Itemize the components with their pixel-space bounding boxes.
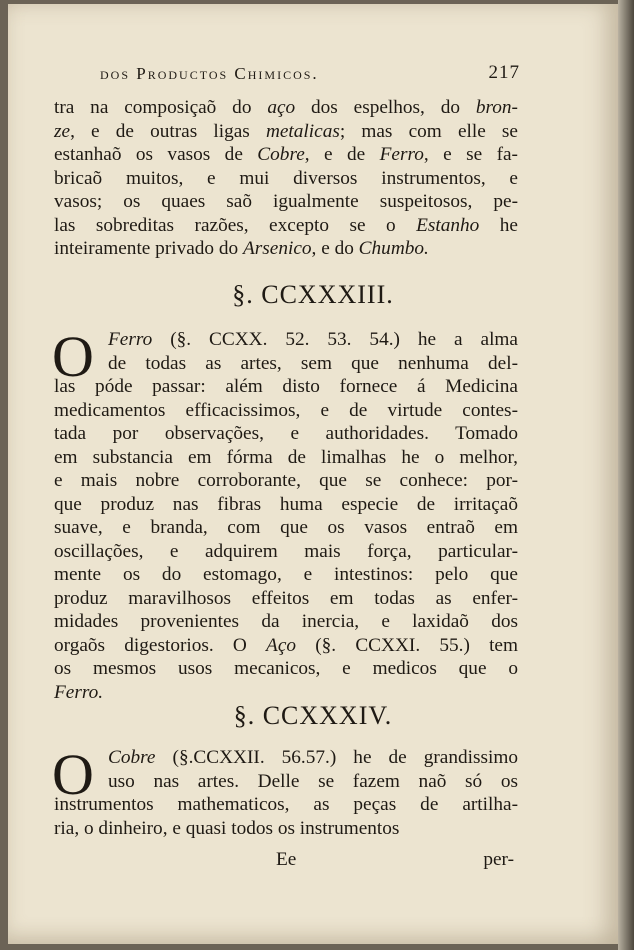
text-line: suave, e branda, com que os vasos entraõ em — [54, 517, 518, 538]
text-line: mente os do estomago, e intestinos: pelo que — [54, 564, 518, 585]
text-line: las sobreditas razões, excepto se o Estanho he — [54, 214, 518, 236]
text-line: Ferro (§. CCXX. 52. 53. 54.) he a alma — [108, 329, 518, 350]
text-line: las póde passar: além disto fornece á Medicina — [54, 376, 518, 397]
text-line: instrumentos mathematicos, as peças de artilha- — [54, 794, 518, 815]
paragraph-3 — [52, 742, 518, 840]
text-line: midades provenientes da inercia, e laxidaõ dos — [54, 611, 518, 632]
drop-cap-2: O — [52, 742, 94, 807]
text-line: bricaõ muitos, e mui diversos instrumentos, e — [54, 167, 518, 189]
book-spine-shadow — [618, 0, 634, 950]
text-line: tada por observações, e authoridades. Tomado — [54, 423, 518, 444]
paragraph-1 — [54, 96, 518, 261]
section-heading-1: §. CCXXXIII. — [232, 280, 394, 309]
text-line: Ferro. — [54, 681, 104, 703]
section-heading-2: §. CCXXXIV. — [233, 701, 393, 730]
paragraph-2 — [52, 324, 518, 704]
text-line: ze, e de outras ligas metalicas; mas com elle se — [54, 120, 518, 142]
text-line: e mais nobre corroborante, que se conhece: por- — [54, 470, 518, 491]
book-page — [8, 4, 618, 944]
text-line: orgaõs digestorios. O Aço (§. CCXXI. 55.) tem — [54, 634, 518, 656]
text-line: de todas as artes, sem que nenhuma del- — [108, 352, 518, 374]
page-number: 217 — [488, 62, 520, 83]
text-line: tra na composiçaõ do aço dos espelhos, do bron- — [54, 97, 518, 118]
text-line: ria, o dinheiro, e quasi todos os instrumentos — [54, 817, 400, 839]
text-line: vasos; os quaes saõ igualmente suspeitosos, pe- — [54, 191, 518, 212]
catchword: per- — [483, 849, 514, 870]
text-line: produz maravilhosos effeitos em todas as enfer- — [54, 587, 518, 609]
text-line: que produz nas fibras huma especie de irritaçaõ — [54, 493, 518, 515]
text-line: medicamentos efficacissimos, e de virtude contes- — [54, 399, 518, 421]
drop-cap-1: O — [52, 324, 94, 389]
running-header — [100, 64, 520, 84]
text-line: oscillações, e adquirem mais força, particular- — [54, 540, 518, 562]
text-line: Cobre (§.CCXXII. 56.57.) he de grandissimo — [108, 747, 518, 768]
running-title: dos Productos Chimicos. — [100, 64, 319, 83]
text-line: os mesmos usos mecanicos, e medicos que o — [54, 658, 518, 679]
text-line: em substancia em fórma de limalhas he o melhor, — [54, 446, 518, 468]
signature-mark: Ee — [276, 849, 297, 870]
text-line: estanhaõ os vasos de Cobre, e de Ferro, e se fa- — [54, 144, 518, 165]
text-line: uso nas artes. Delle se fazem naõ só os — [108, 770, 518, 792]
text-line: inteiramente privado do Arsenico, e do Chumbo. — [54, 238, 429, 259]
